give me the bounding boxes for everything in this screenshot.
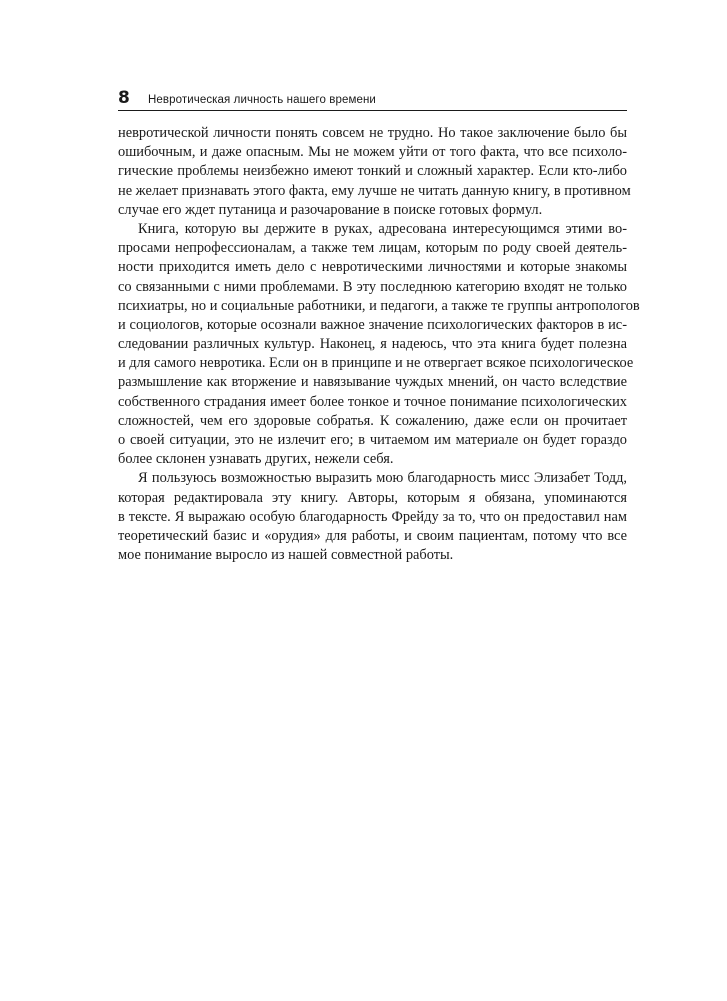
text-line: не желает признавать этого факта, ему лучше не читать данную книгу, в противном <box>118 182 631 199</box>
paragraph-2 <box>118 220 640 469</box>
text-line: и для самого невротика. Если он в принципе и не отвергает всякое психологическое <box>118 355 634 372</box>
text-line: и социологов, которые осознали важное значение психологических факторов в ис- <box>118 316 627 333</box>
text-line: которая редактировала эту книгу. Авторы, которым я обязана, упоминаются <box>118 489 627 506</box>
text-line: более склонен узнавать других, нежели себя. <box>118 451 394 468</box>
text-line: сложностей, чем его здоровые собратья. К сожалению, даже если он прочитает <box>118 412 627 429</box>
text-line: со связанными с ними проблемами. В эту последнюю категорию входят не только <box>118 278 627 295</box>
text-line: ности приходится иметь дело с невротическими личностями и которые знакомы <box>118 259 627 276</box>
text-line: о своей ситуации, это не излечит его; в читаемом им материале он будет гораздо <box>118 432 627 448</box>
text-line: гические проблемы неизбежно имеют тонкий и сложный характер. Если кто-либо <box>118 163 627 180</box>
text-line: размышление как вторжение и навязывание чуждых мнений, он часто вследствие <box>118 374 627 391</box>
text-line: просами непрофессионалам, а также тем лицам, которым по роду своей деятель- <box>118 240 627 257</box>
text-line: собственного страдания имеет более тонкое и точное понимание психологических <box>118 393 627 410</box>
text-line: психиатры, но и социальные работники, и педагоги, а также те группы антропологов <box>118 297 640 314</box>
text-line: Книга, которую вы держите в руках, адресована интересующимся этими во- <box>138 220 627 237</box>
body-text <box>118 124 640 565</box>
paragraph-3 <box>118 469 627 565</box>
text-line: следовании различных культур. Наконец, я надеюсь, что эта книга будет полезна <box>118 336 627 353</box>
text-line: ошибочным, и даже опасным. Мы не можем уйти от того факта, что все психоло- <box>118 144 627 161</box>
text-line: мое понимание выросло из нашей совместной работы. <box>118 547 454 564</box>
running-head <box>118 88 627 111</box>
text-line: случае его ждет путаница и разочарование в поиске готовых формул. <box>118 201 543 218</box>
running-title: Невротическая личность нашего времени <box>148 94 376 106</box>
text-line: теоретический базис и «орудия» для работы, и своим пациентам, потому что все <box>118 527 627 544</box>
page-number: 8 <box>118 88 130 108</box>
text-line: Я пользуюсь возможностью выразить мою благодарность мисс Элизабет Тодд, <box>138 470 627 487</box>
text-line: невротической личности понять совсем не трудно. Но такое заключение было бы <box>118 125 627 141</box>
paragraph-1 <box>118 124 631 220</box>
text-line: в тексте. Я выражаю особую благодарность Фрейду за то, что он предоставил нам <box>118 508 627 525</box>
